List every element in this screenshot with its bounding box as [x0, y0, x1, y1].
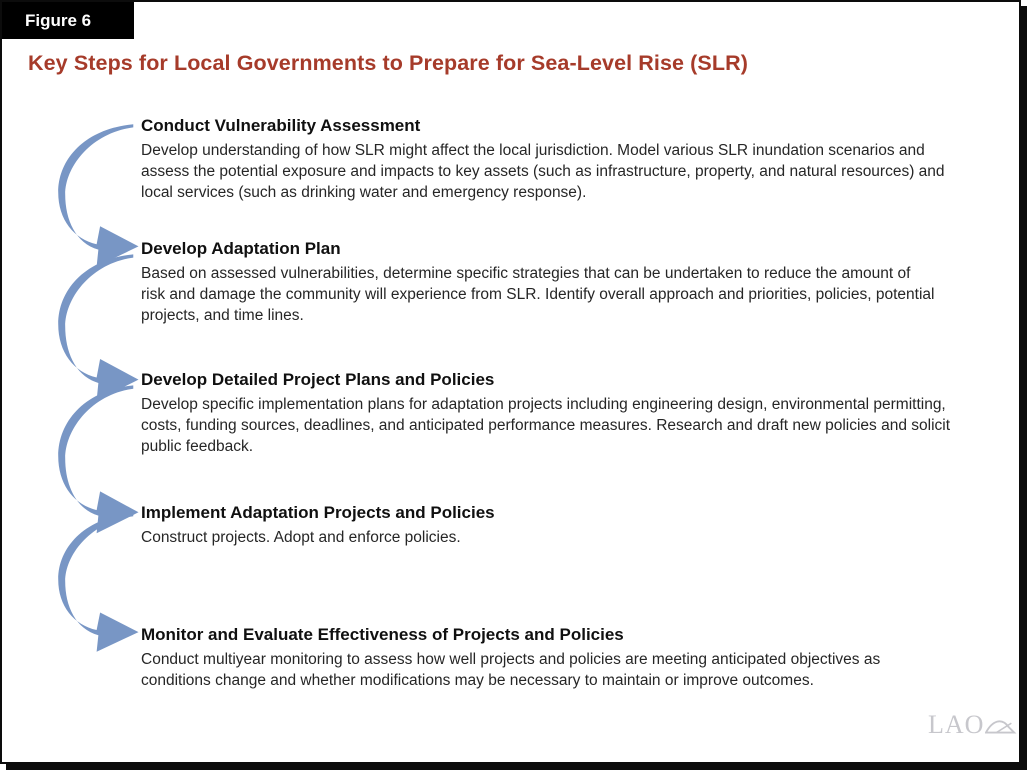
lao-logo-text: LAO: [928, 710, 985, 739]
step-4: [141, 502, 495, 548]
step-body-line: public feedback.: [141, 438, 254, 455]
step-body-line: Conduct multiyear monitoring to assess how well projects and policies are meeting anticipated objectives as: [141, 651, 881, 668]
step-body-line: Develop understanding of how SLR might affect the local jurisdiction. Model various SLR inundation scenarios and: [141, 142, 925, 159]
step-2: [141, 238, 934, 326]
curved-arrow-icon: [46, 509, 142, 659]
step-1: [141, 115, 945, 203]
step-5: [141, 624, 880, 691]
step-body-line: conditions change and whether modifications may be necessary to maintain or improve outcomes.: [141, 672, 814, 689]
lao-logo: [928, 710, 1017, 740]
step-body-line: projects, and time lines.: [141, 307, 304, 324]
flow-arrow-4: [46, 509, 142, 659]
step-title: Develop Adaptation Plan: [141, 239, 341, 258]
step-body-line: assess the potential exposure and impacts to key assets (such as infrastructure, property, and natural resources) and: [141, 163, 945, 180]
step-title: Develop Detailed Project Plans and Policies: [141, 370, 495, 389]
step-3: [141, 369, 950, 457]
figure-number-label: Figure 6: [2, 2, 134, 39]
step-body-line: costs, funding sources, deadlines, and anticipated performance measures. Research and draft new policies and solicit: [141, 417, 951, 434]
step-title: Conduct Vulnerability Assessment: [141, 116, 421, 135]
lao-logo-quill-icon: [985, 715, 1017, 737]
step-body-line: Based on assessed vulnerabilities, determine specific strategies that can be undertaken to reduce the amount of: [141, 265, 911, 282]
step-title: Implement Adaptation Projects and Policies: [141, 503, 495, 522]
page-title: Key Steps for Local Governments to Prepare for Sea-Level Rise (SLR): [28, 51, 748, 75]
step-body-line: Develop specific implementation plans for adaptation projects including engineering design, environmental permitting,: [141, 396, 946, 413]
step-body-line: Construct projects. Adopt and enforce policies.: [141, 529, 461, 546]
step-body-line: risk and damage the community will experience from SLR. Identify overall approach and priorities, policies, potential: [141, 286, 935, 303]
step-title: Monitor and Evaluate Effectiveness of Projects and Policies: [141, 625, 624, 644]
step-body-line: local services (such as drinking water and emergency response).: [141, 184, 587, 201]
